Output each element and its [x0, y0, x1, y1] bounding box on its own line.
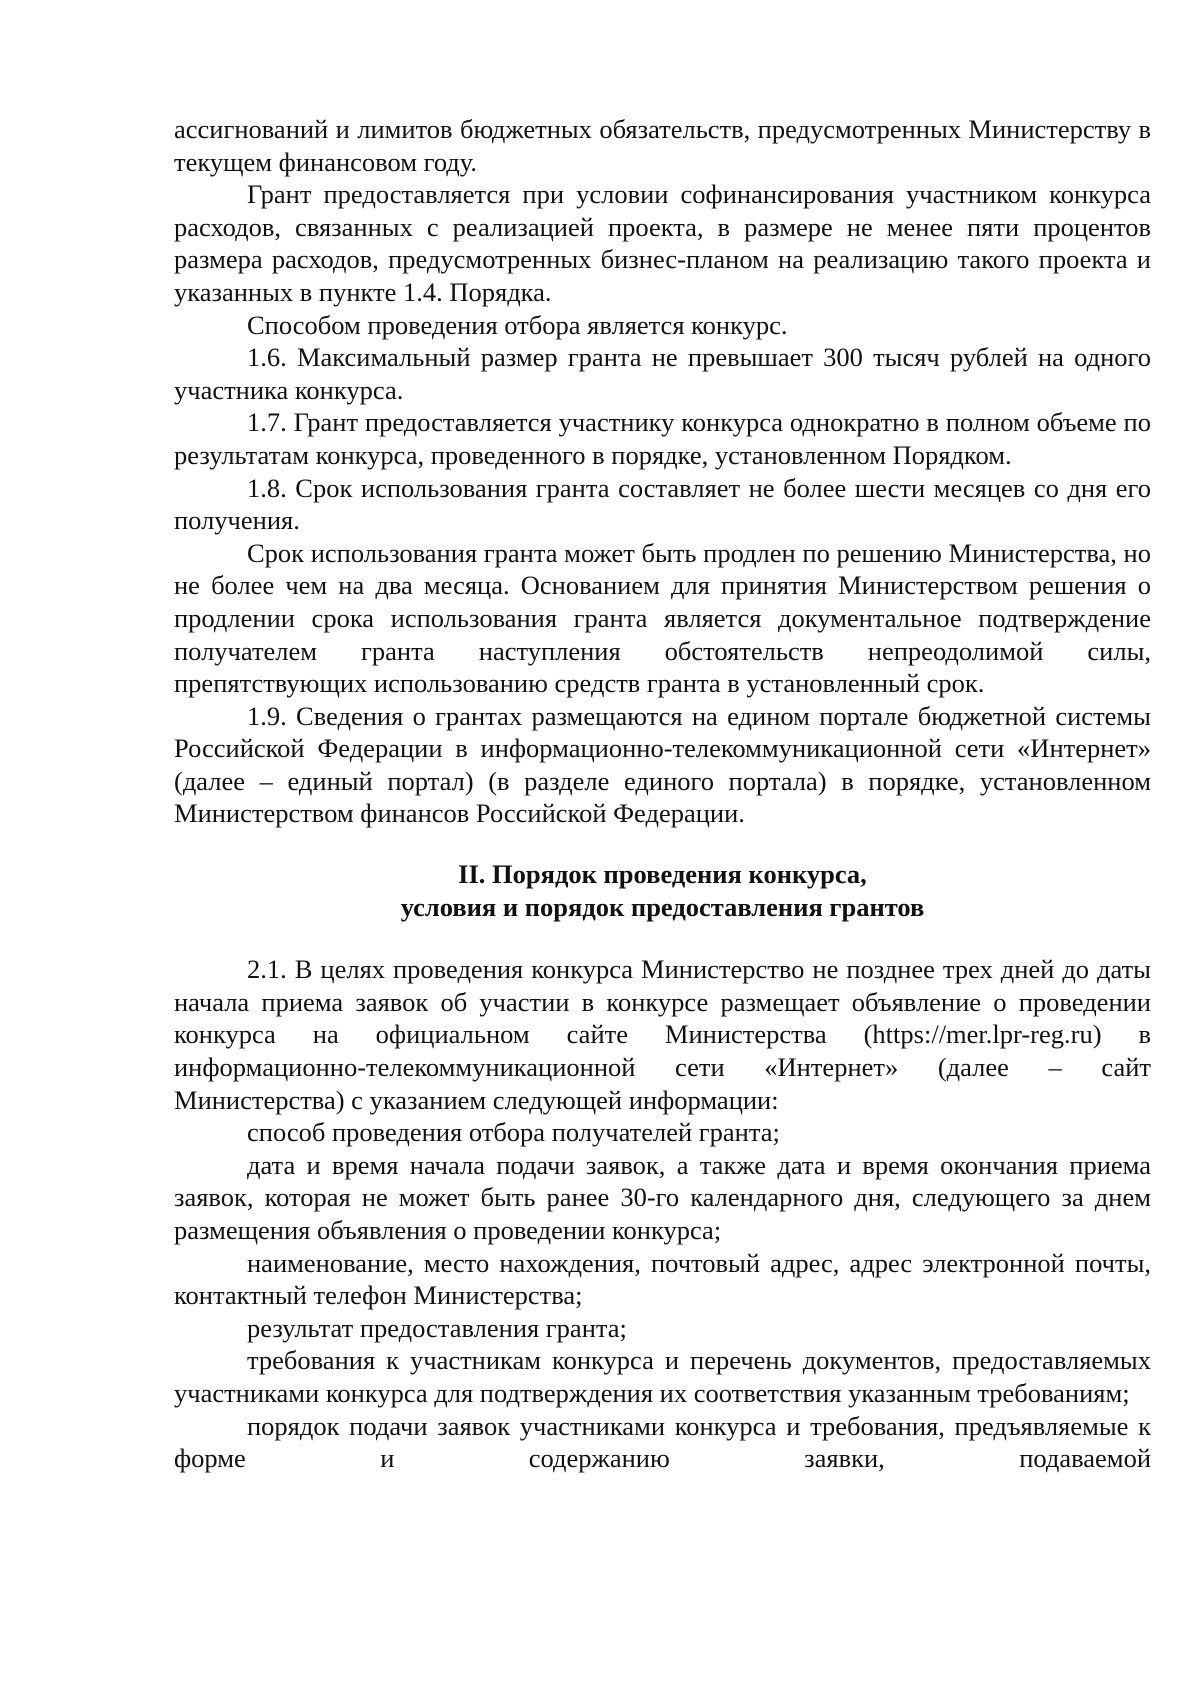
paragraph-2-1: 2.1. В целях проведения конкурса Министерство не позднее трех дней до даты начала приема заявок об участии в конкурсе размещает объявление о проведении конкурса на официальном сайте Министерства (https://mer.lpr-reg.ru) в информационно-телекоммуникационной сети «Интернет» (далее – сайт Министерства) с указанием следующей информации: [174, 954, 1151, 1115]
list-item: требования к участникам конкурса и перечень документов, предоставляемых участниками конкурса для подтверждения их соответствия указанным требованиям; [174, 1345, 1151, 1408]
paragraph: Грант предоставляется при условии софинансирования участником конкурса расходов, связанных с реализацией проекта, в размере не менее пяти процентов размера расходов, предусмотренных бизнес-планом на реализацию такого проекта и указанных в пункте 1.4. Порядка. [174, 179, 1151, 307]
list-item: наименование, место нахождения, почтовый адрес, адрес электронной почты, контактный телефон Министерства; [174, 1247, 1151, 1311]
paragraph: ассигнований и лимитов бюджетных обязательств, предусмотренных Министерству в текущем финансовом году. [174, 114, 1151, 177]
paragraph-1-8: 1.8. Срок использования гранта составляет не более шести месяцев со дня его получения. [174, 472, 1151, 536]
paragraph-1-6: 1.6. Максимальный размер гранта не превышает 300 тысяч рублей на одного участника конкурса. [174, 342, 1151, 405]
section-heading [174, 858, 1151, 923]
section-heading-line-2: условия и порядок предоставления грантов [400, 891, 925, 922]
section-heading-line-1: II. Порядок проведения конкурса, [458, 859, 867, 890]
document-body [174, 113, 1151, 1475]
list-item: порядок подачи заявок участниками конкурса и требования, предъявляемые к форме и содержанию заявки, подаваемой [174, 1410, 1151, 1474]
list-item: способ проведения отбора получателей гранта; [247, 1117, 780, 1148]
paragraph-1-9: 1.9. Сведения о грантах размещаются на едином портале бюджетной системы Российской Федерации в информационно-телекоммуникационной сети «Интернет» (далее – единый портал) (в разделе единого портала) в порядке, установленном Министерством финансов Российской Федерации. [174, 700, 1151, 829]
paragraph: Срок использования гранта может быть продлен по решению Министерства, но не более чем на два месяца. Основанием для принятия Министерством решения о продлении срока использования гранта является документальное подтверждение получателем гранта наступления обстоятельств непреодолимой силы, препятствующих использованию средств гранта в установленный срок. [174, 537, 1151, 699]
paragraph: Способом проведения отбора является конкурс. [247, 309, 788, 340]
list-item: дата и время начала подачи заявок, а также дата и время окончания приема заявок, которая не может быть ранее 30-го календарного дня, следующего за днем размещения объявления о проведении конкурса; [174, 1149, 1151, 1245]
list-item: результат предоставления гранта; [247, 1312, 627, 1343]
paragraph-1-7: 1.7. Грант предоставляется участнику конкурса однократно в полном объеме по результатам конкурса, проведенного в порядке, установленном Порядком. [174, 407, 1151, 470]
